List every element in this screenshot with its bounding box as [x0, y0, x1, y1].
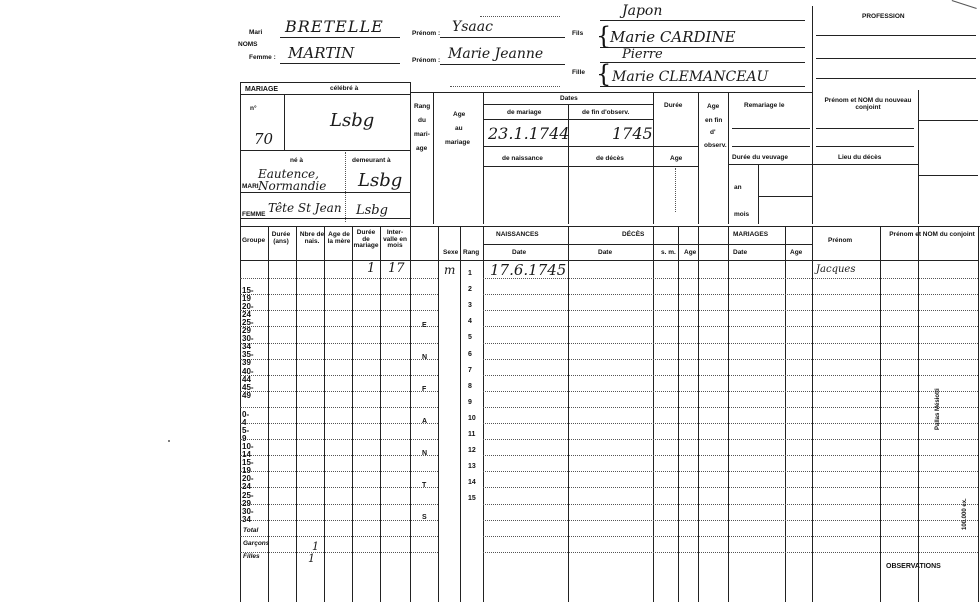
row-dots-right: [483, 359, 978, 360]
prof-line-2: [816, 58, 976, 59]
enfants-letter: S: [422, 514, 427, 521]
groupe-label: 5-9: [242, 426, 250, 444]
profession-left-border: [812, 6, 813, 90]
duree-label: Durée: [664, 102, 683, 109]
total-nbre: 1: [312, 540, 319, 553]
femme-row-label: FEMME: [242, 211, 266, 218]
row-dots-right: [483, 455, 978, 456]
numero-label: n°: [250, 105, 257, 112]
age-label-1: Age: [453, 111, 466, 118]
row-dots-left: [240, 407, 438, 408]
grid-vline: [483, 226, 484, 602]
age-fin-label-2: en fin: [705, 117, 723, 124]
child1-date: 17.6.1745: [490, 261, 567, 279]
mariage-top-border: [240, 82, 410, 83]
grid-vline: [438, 226, 439, 602]
femme-prenom-label: Prénom :: [412, 57, 441, 64]
celebre-label: célébré à: [330, 85, 359, 92]
hdr-prenom-nom-conjoint: Prénom et NOM du conjoint: [889, 231, 975, 238]
agefin-right-sep: [728, 92, 729, 224]
rang-number: 9: [468, 398, 472, 406]
an-label: an: [734, 184, 742, 191]
veuvage-line: [728, 164, 812, 165]
fils-brace: {: [596, 22, 612, 50]
row-dots-right: [483, 471, 978, 472]
mariage-num-line: [240, 150, 410, 151]
prof-line-3: [816, 78, 976, 79]
hdr-age-mere: Age de la mère: [327, 231, 351, 245]
date-mariage-value: 23.1.1744: [488, 124, 570, 143]
dates-mid-sep: [568, 104, 569, 224]
conjoint-line-1: [816, 128, 914, 129]
rang-number: 1: [468, 270, 472, 277]
femme-prenom-line: [440, 64, 565, 65]
row-dots-right: [483, 504, 978, 505]
enfants-letter: N: [422, 450, 428, 457]
mariage-title: MARIAGE: [245, 86, 279, 93]
duree-right-sep: [698, 92, 699, 224]
hdr-intervalle: Inter-valle en mois: [383, 229, 407, 249]
grid-vline: [380, 226, 381, 602]
rang-number: 7: [468, 366, 472, 374]
fille-parent: Marie CLEMANCEAU: [612, 69, 769, 85]
dates-label: Dates: [560, 95, 578, 102]
row-dots-right: [483, 407, 978, 408]
ne-a-label: né à: [290, 157, 304, 164]
summary-label: Total: [243, 527, 259, 534]
enfants-letter: T: [422, 482, 427, 489]
row-dots-left: [240, 326, 438, 327]
age-fin-label-4: observ.: [704, 142, 727, 149]
rang-sep: [433, 92, 434, 224]
femme-demeurant-value: Lsbg: [356, 203, 388, 218]
rang-number: 3: [468, 302, 472, 310]
rang-number: 10: [468, 414, 476, 422]
lieu-value: Lsbg: [330, 110, 375, 131]
duree-left-sep: [653, 92, 654, 224]
remariage-line-1: [732, 128, 810, 129]
hdr-mariages-date: Date: [733, 249, 748, 256]
child1-prenom: Jacques: [816, 264, 856, 275]
row-dots-left: [240, 439, 438, 440]
hdr-rang: Rang: [463, 249, 480, 256]
hdr-deces-age: Age: [684, 249, 697, 256]
grid-vline: [918, 226, 919, 602]
age-col-dots: [675, 168, 676, 212]
mari-prenom-label: Prénom :: [412, 30, 441, 37]
mariage-title-line: [240, 94, 410, 95]
femme-label: Femme :: [249, 54, 276, 61]
groupe-label: 10-14: [242, 442, 254, 460]
child1-duree-mariage: 1: [367, 261, 376, 276]
row-dots-left: [240, 504, 438, 505]
grid-vline: [410, 226, 411, 602]
groupe-label: 30-34: [242, 506, 254, 524]
row-dots-right: [483, 343, 978, 344]
header-bottom-line: [240, 260, 978, 261]
fille-brace: {: [596, 60, 612, 88]
mari-label: Mari: [249, 29, 263, 36]
rang-number: 5: [468, 334, 472, 342]
row-dots-left: [240, 487, 438, 488]
fille-top-line: [600, 62, 805, 63]
femme-row-line: [240, 218, 410, 219]
deces-label: de décès: [596, 155, 624, 162]
prenom-top-dots: [480, 16, 560, 17]
grid-vline: [678, 226, 679, 602]
hdr-groupe: Groupe: [242, 237, 266, 244]
mari-ne-value: Eautence, Normandie: [258, 167, 327, 193]
mariage-num-sep: [284, 94, 285, 150]
lieu-deces-line: [812, 164, 918, 165]
femme-nom: MARTIN: [288, 44, 355, 62]
mariage-bottom-border: [240, 226, 980, 227]
row-dots-right: [483, 439, 978, 440]
groupe-label: 25-29: [242, 318, 254, 336]
femme-prenom: Marie Jeanne: [448, 46, 544, 62]
deces-label-line: [483, 166, 698, 167]
row-dots-left: [240, 343, 438, 344]
mari-demeurant-value: Lsbg: [358, 170, 403, 191]
fils-parent: Marie CARDINE: [610, 28, 736, 46]
fils-note-top: Japon: [622, 3, 663, 19]
veuvage-mid-line: [758, 196, 812, 197]
noms-label: NOMS: [238, 41, 258, 48]
hdr-nbre-nais: Nbre de nais.: [299, 231, 325, 245]
publisher-text: Pallas Mésiotti: [935, 388, 941, 430]
row-dots-right: [483, 294, 978, 295]
fille-note-top: Pierre: [622, 47, 663, 62]
row-dots-left: [240, 552, 438, 553]
groupe-label: 25-29: [242, 490, 254, 508]
mariage-right-border: [812, 90, 813, 224]
rang-number: 15: [468, 495, 476, 503]
fils-top-line: [600, 20, 805, 21]
row-dots-left: [240, 391, 438, 392]
grid-vline: [653, 226, 654, 602]
enfants-letter: E: [422, 322, 427, 329]
age-sep: [483, 92, 484, 224]
lieu-deces-label: Lieu du décès: [838, 154, 882, 161]
row-dots-left: [240, 294, 438, 295]
row-dots-right: [483, 536, 978, 537]
date-fin-value: 1745: [612, 124, 653, 143]
groupe-label: 20-24: [242, 474, 254, 492]
grid-vline: [978, 226, 979, 602]
grid-vline: [568, 226, 569, 602]
conjoint-line-2: [816, 146, 914, 147]
row-dots-left: [240, 536, 438, 537]
row-dots-right: [483, 423, 978, 424]
child1-intervalle: 17: [388, 261, 405, 276]
grid-vline: [352, 226, 353, 602]
grid-vline: [880, 226, 881, 602]
right-col-line-2: [918, 175, 978, 176]
row-dots-right: [483, 391, 978, 392]
rang-number: 4: [468, 318, 472, 326]
prof-line-1: [816, 35, 976, 36]
print-run-text: 100.000 ex.: [962, 498, 968, 530]
groupe-label: 30-34: [242, 334, 254, 352]
dates-value-line: [483, 146, 698, 147]
mari-nom-line: [280, 37, 400, 38]
hdr-naissances-date: Date: [512, 249, 527, 256]
femme-ne-value: Tête St Jean: [268, 201, 342, 215]
grid-vline: [324, 226, 325, 602]
row-dots-left: [240, 423, 438, 424]
mari-prenom-line: [440, 37, 565, 38]
child1-sexe: m: [444, 263, 456, 277]
grid-vline: [698, 226, 699, 602]
grid-vline: [728, 226, 729, 602]
observations-label: OBSERVATIONS: [886, 563, 941, 570]
garcons-nbre: 1: [308, 552, 315, 565]
mari-nom: BRETELLE: [285, 17, 384, 36]
mariage-mid-border: [410, 82, 411, 227]
fils-label: Fils: [572, 30, 584, 37]
row-dots-left: [240, 375, 438, 376]
enfants-letter: A: [422, 418, 428, 425]
row-dots-right: [483, 375, 978, 376]
groupe-label: 15-19: [242, 286, 254, 303]
header-sub-line: [483, 244, 813, 245]
rang-number: 2: [468, 286, 472, 294]
rang-number: 12: [468, 447, 476, 455]
right-col-line-1: [918, 120, 978, 121]
remariage-line-2: [732, 146, 810, 147]
hdr-deces: DÉCÈS: [622, 231, 645, 238]
mois-label: mois: [734, 211, 750, 218]
fin-obs-label: de fin d'observ.: [582, 109, 630, 116]
enfants-letter: F: [422, 386, 427, 393]
row-dots-left: [240, 471, 438, 472]
grid-vline: [785, 226, 786, 602]
row-dots-left: [240, 310, 438, 311]
age-fin-label-3: d': [710, 129, 716, 136]
mariage-top-border-2: [410, 92, 812, 93]
age-label-2: au: [455, 125, 463, 132]
fille-label: Fille: [572, 69, 586, 76]
hdr-sm: s. m.: [661, 249, 676, 256]
rang-label-4: age: [416, 145, 428, 152]
rang-label-2: du: [418, 117, 426, 124]
hdr-mariages: MARIAGES: [733, 231, 769, 238]
de-mariage-label: de mariage: [507, 109, 542, 116]
mariage-left-border: [240, 82, 241, 227]
grid-vline: [296, 226, 297, 602]
row-dots-right: [483, 552, 978, 553]
demeurant-label: demeurant à: [352, 157, 391, 164]
rang-number: 13: [468, 463, 476, 471]
rang-label-1: Rang: [414, 103, 431, 110]
summary-label: Garçons: [243, 540, 270, 547]
groupe-label: 15-19: [242, 458, 254, 476]
naissance-label: de naissance: [502, 155, 543, 162]
age-fin-label-1: Age: [707, 103, 720, 110]
margin-dot: [168, 440, 170, 442]
enfants-letter: N: [422, 354, 428, 361]
hdr-duree-mariage: Durée de mariage: [353, 229, 379, 249]
corner-stroke: [949, 0, 977, 18]
groupe-label: 40-44: [242, 366, 254, 384]
nouveau-conjoint-label: Prénom et NOM du nouveau conjoint: [824, 97, 912, 112]
remariage-label: Remariage le: [744, 102, 785, 109]
row-dots-left: [240, 278, 438, 279]
row-dots-right: [483, 310, 978, 311]
row-dots-left: [240, 359, 438, 360]
groupe-label: 35-39: [242, 350, 254, 368]
dates-sub-line: [483, 119, 653, 120]
mari-row-label: MARI: [242, 183, 259, 190]
hdr-prenom: Prénom: [828, 237, 853, 244]
hdr-sexe: Sexe: [443, 249, 459, 256]
duree-veuvage-label: Durée du veuvage: [732, 154, 788, 161]
grid-vline: [240, 226, 241, 602]
hdr-duree-ans: Durée (ans): [271, 231, 291, 245]
grid-vline: [460, 226, 461, 602]
rang-number: 11: [468, 431, 476, 438]
rang-number: 8: [468, 382, 472, 390]
hdr-deces-date: Date: [598, 249, 613, 256]
age-col-label: Age: [670, 155, 683, 162]
hdr-naissances: NAISSANCES: [496, 231, 539, 238]
conjoint-right-border: [918, 90, 919, 224]
rang-number: 6: [468, 350, 472, 358]
veuvage-sep: [758, 164, 759, 224]
groupe-label: 45-49: [242, 382, 254, 400]
groupe-label: 0-4: [242, 410, 250, 427]
groupe-label: 20-24: [242, 302, 254, 320]
age-label-3: mariage: [445, 139, 470, 146]
rang-label-3: mari-: [414, 131, 430, 138]
mari-row-line: [240, 192, 410, 193]
row-dots-right: [483, 487, 978, 488]
row-dots-right: [483, 326, 978, 327]
summary-label: Filles: [243, 553, 260, 560]
hdr-mariages-age: Age: [790, 249, 803, 256]
femme-nom-line: [280, 63, 400, 64]
row-dots-left: [240, 520, 438, 521]
profession-label: PROFESSION: [862, 13, 905, 20]
prenom-bottom-dots: [450, 86, 560, 87]
rang-number: 14: [468, 479, 476, 487]
numero-value: 70: [254, 130, 274, 148]
row-dots-left: [240, 455, 438, 456]
grid-vline: [812, 226, 813, 602]
mari-prenom: Ysaac: [452, 19, 493, 35]
fille-parent-line: [600, 86, 805, 87]
row-dots-right: [483, 520, 978, 521]
